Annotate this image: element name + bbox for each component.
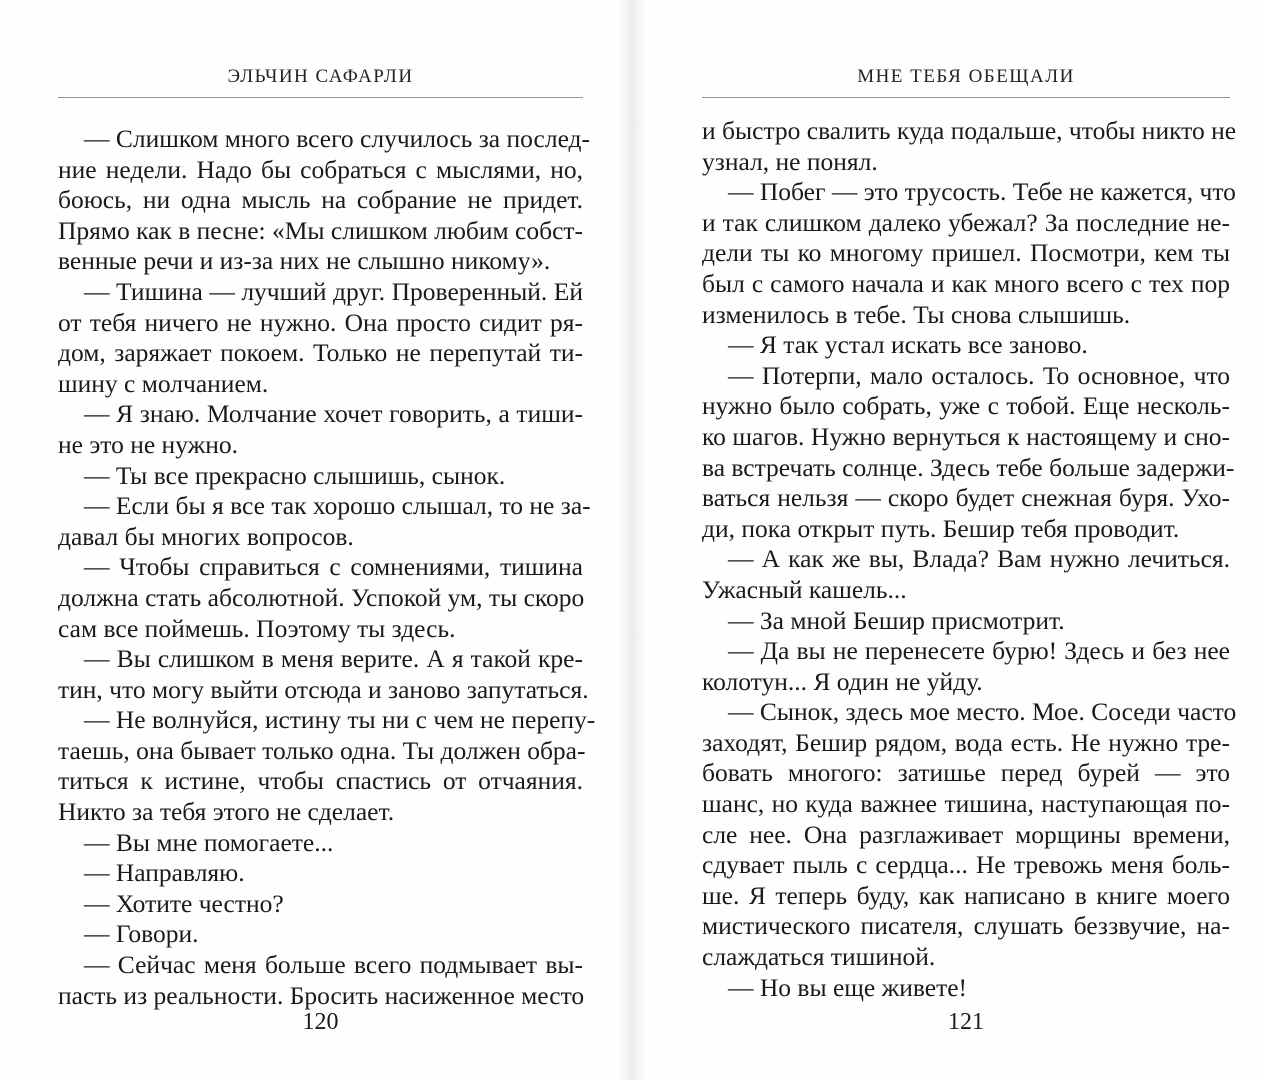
text-line: — Слишком много всего случилось за послед-	[84, 124, 591, 153]
text-line: — Тишина — лучший друг. Проверенный. Ей	[84, 276, 583, 306]
text-line: от тебя ничего не нужно. Она просто сидит ря-	[58, 307, 583, 337]
text-line: ше. Я теперь буду, как написано в книге моего	[702, 880, 1230, 910]
text-line: — Да вы не перенесете бурю! Здесь и без нее	[728, 636, 1230, 666]
text-line: — Хотите честно?	[84, 888, 284, 918]
text-line: не это не нужно.	[58, 429, 239, 459]
text-line: дом, заряжает покоем. Только не перепутай ти-	[58, 338, 583, 368]
text-line: — Побег — это трусость. Тебе не кажется, что	[728, 177, 1236, 207]
text-line: шанс, но куда важнее тишина, наступающая по-	[702, 789, 1230, 819]
text-line: ди, пока открыт путь. Бешир тебя проводит.	[702, 513, 1180, 543]
text-line: слаждаться тишиной.	[702, 942, 936, 972]
text-line: — Ты все прекрасно слышишь, сынок.	[84, 460, 506, 490]
text-line: и быстро свалить куда подальше, чтобы никто не	[702, 116, 1237, 145]
text-line: сле нее. Она разглаживает морщины времени,	[702, 819, 1230, 849]
page-number: 120	[302, 1009, 339, 1035]
text-line: был с самого начала и как много всего с тех пор	[702, 268, 1230, 298]
text-line: — Не волнуйся, истину ты ни с чем не перепу-	[84, 705, 596, 735]
text-line: мистического писателя, слушать беззвучие, на-	[702, 911, 1230, 941]
left-page-text	[58, 124, 596, 1011]
text-line: — Вы мне помогаете...	[84, 827, 334, 857]
text-line: — Я так устал искать все заново.	[728, 330, 1088, 360]
text-line: — Но вы еще живете!	[728, 972, 968, 1002]
text-line: — Потерпи, мало осталось. То основное, что	[728, 360, 1230, 390]
text-line: — Чтобы справиться с сомнениями, тишина	[84, 552, 583, 582]
text-line: изменилось в тебе. Ты снова слышишь.	[702, 299, 1131, 329]
text-line: узнал, не понял.	[702, 146, 878, 176]
left-page	[58, 0, 596, 1080]
text-line: сдувает пыль с сердца... Не тревожь меня боль-	[702, 850, 1230, 880]
text-line: — Вы слишком в меня верите. А я такой кре-	[84, 644, 583, 674]
text-line: ние недели. Надо бы собраться с мыслями, но,	[58, 154, 583, 184]
text-line: Ужасный кашель...	[702, 574, 907, 604]
book-gutter	[620, 0, 644, 1080]
right-page-text	[702, 116, 1237, 1003]
text-line: шину с молчанием.	[58, 368, 269, 398]
text-line: колотун... Я один не уйду.	[702, 666, 983, 696]
text-line: заходят, Бешир рядом, вода есть. Не нужно тре-	[702, 727, 1230, 757]
text-line: боюсь, ни одна мысль на собрание не придет.	[58, 185, 583, 215]
text-line: нужно было собрать, уже с тобой. Еще несколь-	[702, 391, 1230, 421]
text-line: титься к истине, чтобы спастись от отчаяния.	[58, 766, 583, 796]
text-line: — Сейчас меня больше всего подмывает вы-	[84, 950, 583, 980]
text-line: давал бы многих вопросов.	[58, 521, 354, 551]
text-line: и так слишком далеко убежал? За последние не-	[702, 207, 1230, 237]
page-number: 121	[948, 1009, 984, 1035]
text-line: — Направляю.	[84, 858, 245, 888]
text-line: ваться нельзя — скоро будет снежная буря. Ухо-	[702, 483, 1230, 513]
text-line: тин, что могу выйти отсюда и заново запутаться.	[58, 674, 589, 704]
text-line: — Я знаю. Молчание хочет говорить, а тиши-	[84, 399, 583, 429]
text-line: пасть из реальности. Бросить насиженное место	[58, 980, 585, 1010]
text-line: Прямо как в песне: «Мы слишком любим собст-	[58, 215, 584, 245]
running-head-title: МНЕ ТЕБЯ ОБЕЩАЛИ	[857, 66, 1075, 87]
text-line: Никто за тебя этого не сделает.	[58, 797, 395, 827]
text-line: — Сынок, здесь мое место. Мое. Соседи часто	[728, 697, 1237, 727]
text-line: сам все поймешь. Поэтому ты здесь.	[58, 613, 456, 643]
text-line: ва встречать солнце. Здесь тебе больше задержи-	[702, 452, 1235, 482]
text-line: дели ты ко многому пришел. Посмотри, кем ты	[702, 238, 1230, 268]
text-line: — За мной Бешир присмотрит.	[728, 605, 1065, 635]
text-line: таешь, она бывает только одна. Ты должен обра-	[58, 735, 586, 765]
right-page	[702, 0, 1237, 1080]
running-head-author: ЭЛЬЧИН САФАРЛИ	[227, 66, 414, 87]
text-line: — А как же вы, Влада? Вам нужно лечиться.	[728, 544, 1230, 574]
text-line: венные речи и из-за них не слышно никому».	[58, 246, 551, 276]
text-line: — Говори.	[84, 919, 199, 949]
header-rule	[58, 97, 583, 98]
text-line: должна стать абсолютной. Успокой ум, ты скоро	[58, 582, 585, 612]
header-rule	[702, 97, 1230, 98]
text-line: ко шагов. Нужно вернуться к настоящему и сно-	[702, 421, 1230, 451]
text-line: бовать многого: затишье перед бурей — это	[702, 758, 1230, 788]
text-line: — Если бы я все так хорошо слышал, то не за-	[84, 491, 591, 521]
